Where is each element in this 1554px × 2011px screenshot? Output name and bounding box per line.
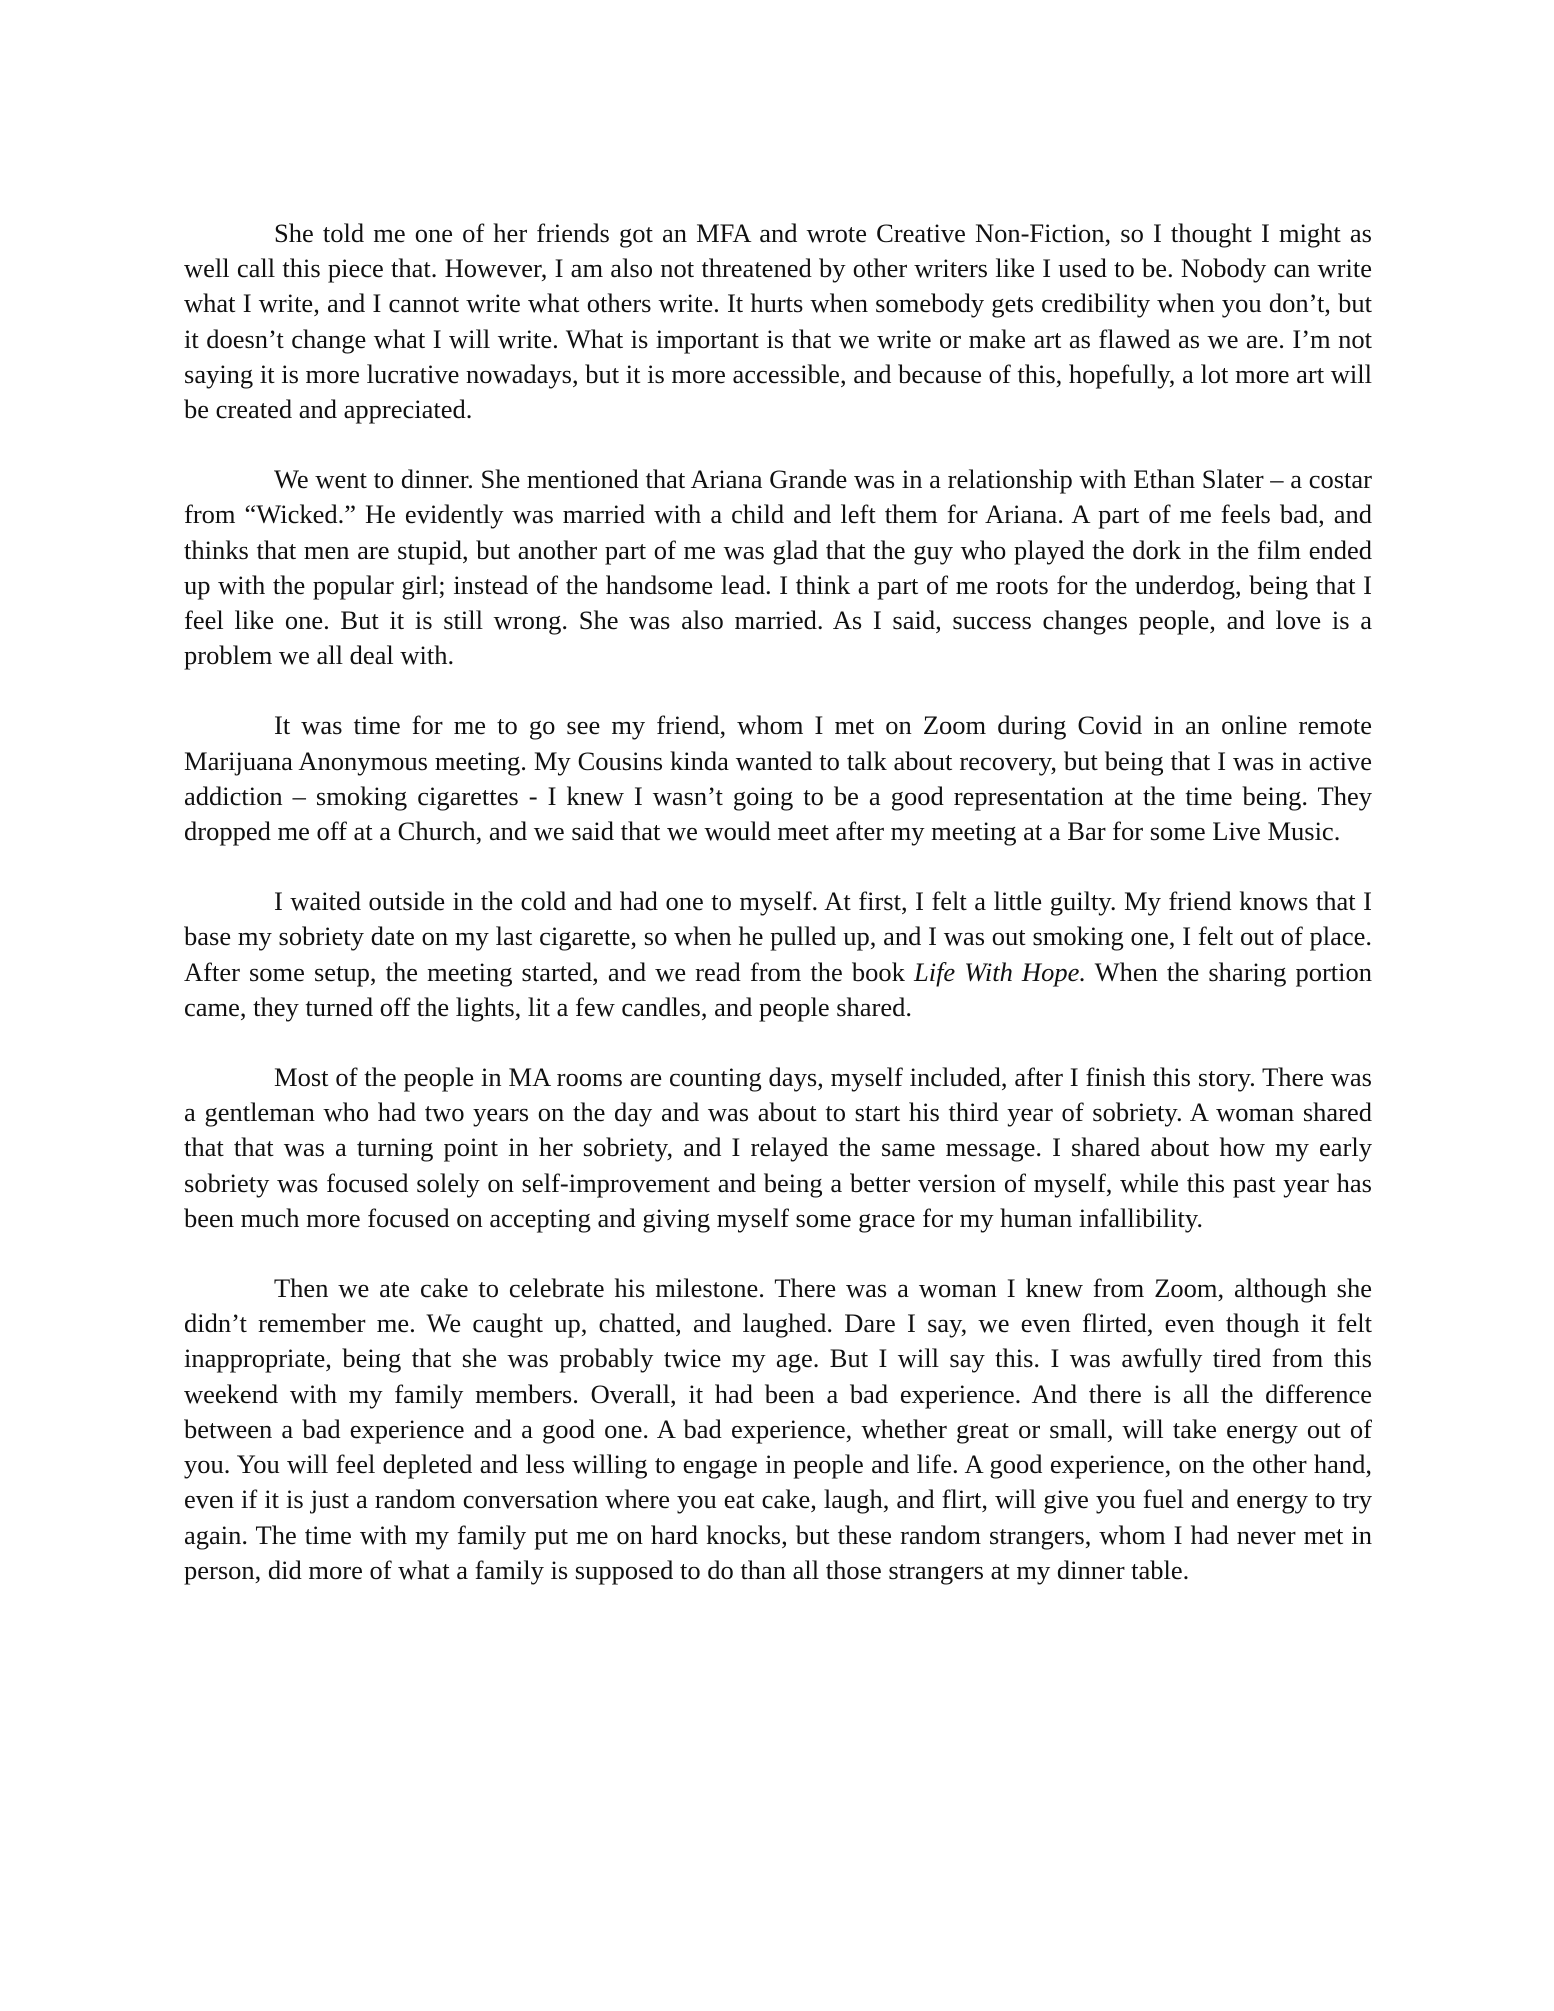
paragraph-5: Most of the people in MA rooms are counting days, myself included, after I finish this story. There was a gentleman who had two years on the day and was about to start his third year of sobriety. A woman shared that that was a turning point in her sobriety, and I relayed the same message. I shared about how my early sobriety was focused solely on self-improvement and being a better version of myself, while this past year has been much more focused on accepting and giving myself some grace for my human infallibility. xyxy=(184,1062,1372,1233)
paragraph-4-text-after: When the sharing portion came, they turned off the lights, lit a few candles, and people shared. xyxy=(184,956,1373,1022)
paragraph-2: We went to dinner. She mentioned that Ariana Grande was in a relationship with Ethan Slater – a costar from “Wicked.” He evidently was married with a child and left them for Ariana. A part of me feels bad, and thinks that men are stupid, but another part of me was glad that the guy who played the dork in the film ended up with the popular girl; instead of the handsome lead. I think a part of me roots for the underdog, being that I feel like one. But it is still wrong. She was also married. As I said, success changes people, and love is a problem we all deal with. xyxy=(184,464,1372,671)
paragraph-3: It was time for me to go see my friend, whom I met on Zoom during Covid in an online remote Marijuana Anonymous meeting. My Cousins kinda wanted to talk about recovery, but being that I was in active addiction – smoking cigarettes - I knew I wasn’t going to be a good representation at the time being. They dropped me off at a Church, and we said that we would meet after my meeting at a Bar for some Live Music. xyxy=(184,710,1372,847)
paragraph-1: She told me one of her friends got an MFA and wrote Creative Non-Fiction, so I thought I might as well call this piece that. However, I am also not threatened by other writers like I used to be. Nobody can write what I write, and I cannot write what others write. It hurts when somebody gets credibility when you don’t, but it doesn’t change what I will write. What is important is that we write or make art as flawed as we are. I’m not saying it is more lucrative nowadays, but it is more accessible, and because of this, hopefully, a lot more art will be created and appreciated. xyxy=(184,218,1372,425)
paragraph-4-text-before: I waited outside in the cold and had one to myself. At first, I felt a little guilty. My friend knows that I base my sobriety date on my last cigarette, so when he pulled up, and I was out smoking one, I felt out of place. After some setup, the meeting started, and we read from the book xyxy=(184,886,1372,987)
book-title: Life With Hope. xyxy=(913,956,1086,987)
paragraph-6: Then we ate cake to celebrate his milestone. There was a woman I knew from Zoom, although she didn’t remember me. We caught up, chatted, and laughed. Dare I say, we even flirted, even though it felt inappropriate, being that she was probably twice my age. But I will say this. I was awfully tired from this weekend with my family members. Overall, it had been a bad experience. And there is all the difference between a bad experience and a good one. A bad experience, whether great or small, will take energy out of you. You will feel depleted and less willing to engage in people and life. A good experience, on the other hand, even if it is just a random conversation where you eat cake, laugh, and flirt, will give you fuel and energy to try again. The time with my family put me on hard knocks, but these random strangers, whom I had never met in person, did more of what a family is supposed to do than all those strangers at my dinner table. xyxy=(184,1273,1372,1585)
paragraph-4 xyxy=(184,884,1372,1025)
document-page xyxy=(184,216,1372,1588)
